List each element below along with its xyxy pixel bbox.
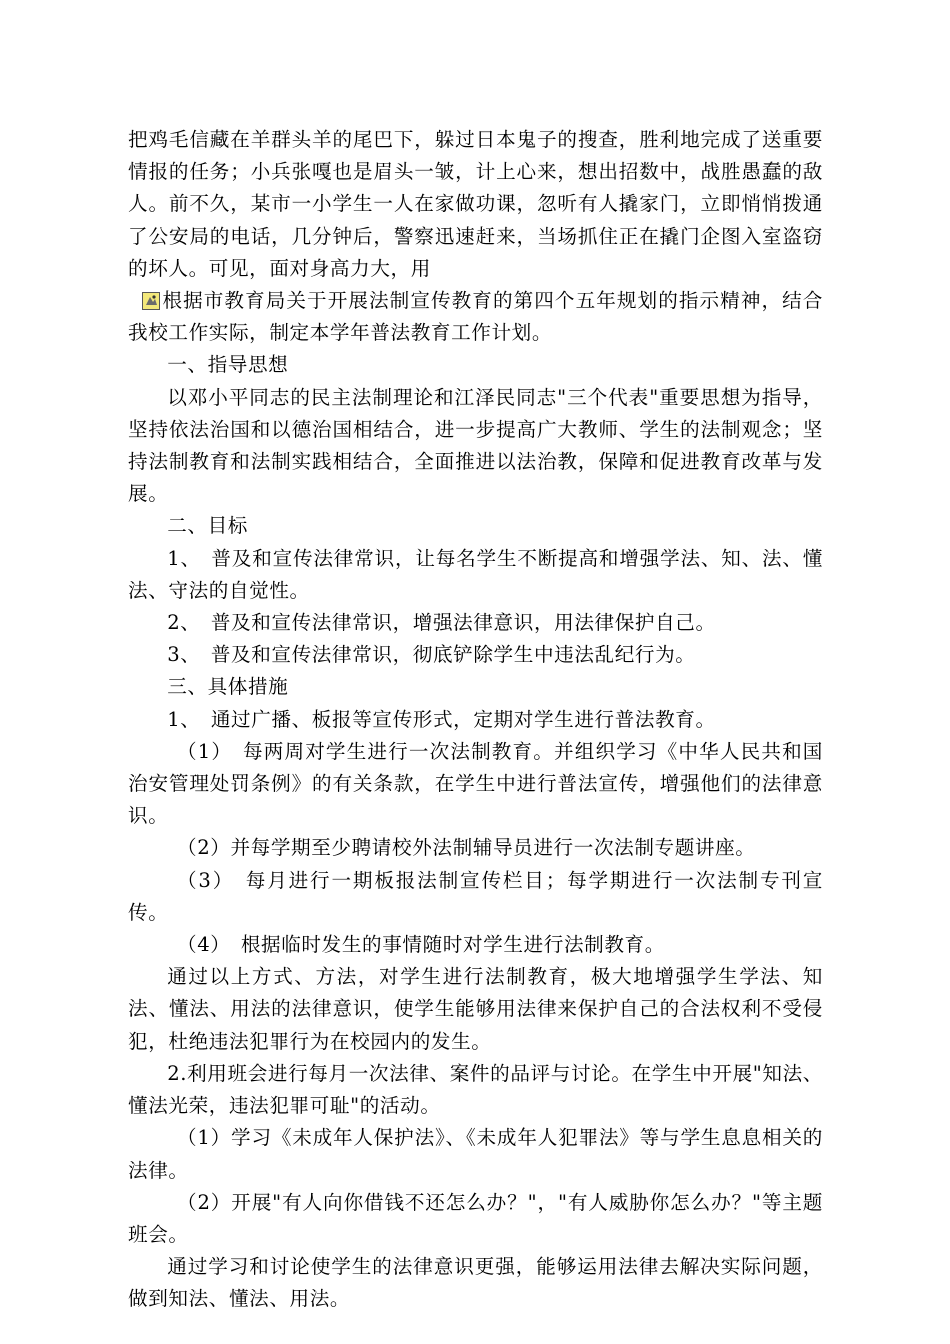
paragraph-intro: 把鸡毛信藏在羊群头羊的尾巴下，躲过日本鬼子的搜查，胜利地完成了送重要情报的任务；小兵张嘎也是眉头一皱，计上心来，想出招数中，战胜愚蠢的敌人。前不久，某市一小学生一人在家做功课，忽听有人撬家门，立即悄悄拨通了公安局的电话，几分钟后，警察迅速赶来，当场抓住正在撬门企图入室盗窃的坏人。可见，面对身高力大，用	[128, 128, 823, 280]
measure-item-1-sub-1: （1） 每两周对学生进行一次法制教育。并组织学习《中华人民共和国治安管理处罚条例》的有关条款，在学生中进行普法宣传，增强他们的法律意识。	[128, 739, 823, 828]
heading-guiding-thought: 一、指导思想	[167, 353, 289, 377]
heading-goals: 二、目标	[167, 514, 248, 538]
paragraph-plan-purpose-text: 根据市教育局关于开展法制宣传教育的第四个五年规划的指示精神，结合我校工作实际，制定本学年普法教育工作计划。	[128, 289, 823, 345]
paragraph-guiding-thought: 以邓小平同志的民主法制理论和江泽民同志"三个代表"重要思想为指导，坚持依法治国和以德治国相结合，进一步提高广大教师、学生的法制观念；坚持法制教育和法制实践相结合，全面推进以法治教，保障和促进教育改革与发展。	[128, 385, 823, 506]
broken-image-icon	[142, 288, 160, 306]
measure-item-2-sub-1: （1）学习《未成年人保护法》、《未成年人犯罪法》等与学生息息相关的法律。	[128, 1126, 823, 1182]
goal-item-2: 2、 普及和宣传法律常识，增强法律意识，用法律保护自己。	[167, 611, 716, 635]
measure-item-2: 2.利用班会进行每月一次法律、案件的品评与讨论。在学生中开展"知法、懂法光荣，违法犯罪可耻"的活动。	[128, 1061, 823, 1118]
measure-item-2-sub-2: （2）开展"有人向你借钱不还怎么办？"，"有人威胁你怎么办？"等主题班会。	[128, 1190, 823, 1246]
measure-item-1-sub-2: （2）并每学期至少聘请校外法制辅导员进行一次法制专题讲座。	[177, 836, 756, 860]
document-body	[128, 124, 823, 1316]
goal-item-1: 1、 普及和宣传法律常识，让每名学生不断提高和增强学法、知、法、懂法、守法的自觉性。	[128, 546, 823, 602]
paragraph-measure-1-summary: 通过以上方式、方法，对学生进行法制教育，极大地增强学生学法、知法、懂法、用法的法律意识，使学生能够用法律来保护自己的合法权利不受侵犯，杜绝违法犯罪行为在校园内的发生。	[128, 965, 823, 1053]
measure-item-1: 1、 通过广播、板报等宣传形式，定期对学生进行普法教育。	[167, 707, 716, 731]
measure-item-1-sub-4: （4） 根据临时发生的事情随时对学生进行法制教育。	[177, 933, 665, 957]
goal-item-3: 3、 普及和宣传法律常识，彻底铲除学生中违法乱纪行为。	[167, 643, 696, 667]
paragraph-plan-purpose	[128, 285, 823, 349]
paragraph-measure-2-summary: 通过学习和讨论使学生的法律意识更强，能够运用法律去解决实际问题，做到知法、懂法、用法。	[128, 1255, 823, 1311]
measure-item-1-sub-3: （3） 每月进行一期板报法制宣传栏目；每学期进行一次法制专刊宣传。	[128, 868, 823, 924]
heading-measures: 三、具体措施	[167, 675, 289, 699]
